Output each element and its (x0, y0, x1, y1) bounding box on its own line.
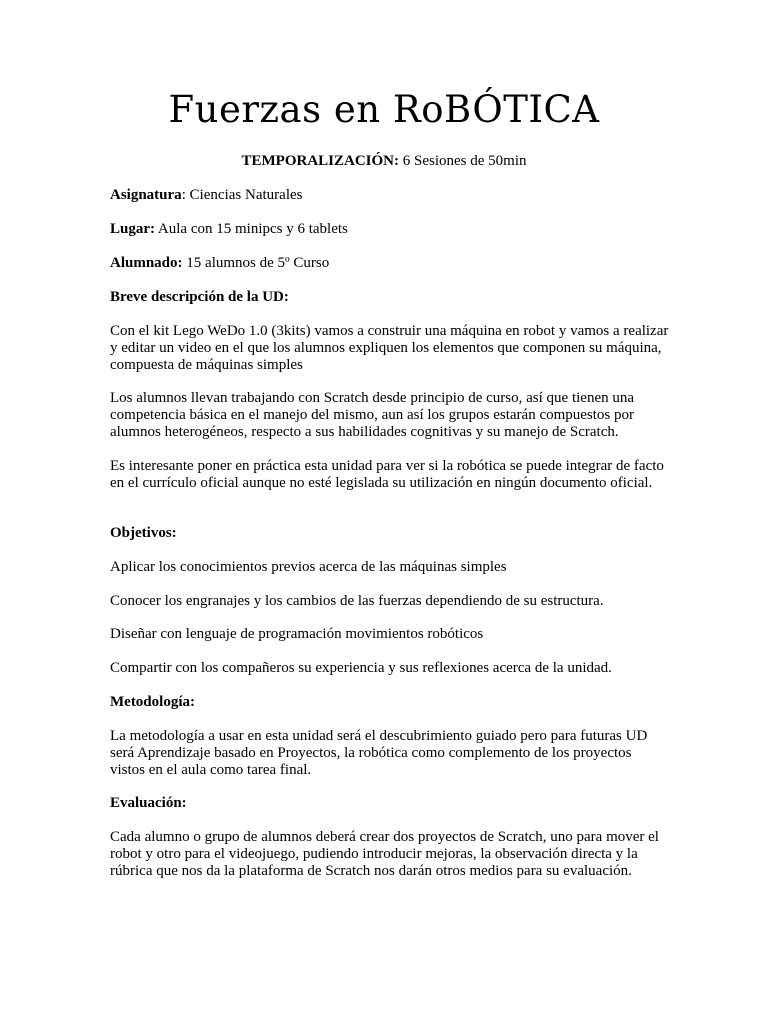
alumnado-line (110, 255, 670, 272)
evaluacion-heading (110, 795, 670, 812)
metodologia-heading-text: Metodología: (110, 694, 195, 710)
lugar-line (110, 221, 670, 238)
alumnado-value: 15 alumnos de 5º Curso (182, 255, 330, 271)
description-paragraph: Los alumnos llevan trabajando con Scratch desde principio de curso, así que tienen una competencia básica en el manejo del mismo, aun así los grupos estarán compuestos por alumnos heterogéneos, respecto a sus habilidades cognitivas y su manejo de Scratch. (110, 390, 635, 440)
temporalizacion-label: TEMPORALIZACIÓN: (241, 153, 399, 169)
document-title: Fuerzas en RoBÓTICA (168, 88, 600, 131)
objetivo-item: Conocer los engranajes y los cambios de las fuerzas dependiendo de su estructura. (110, 593, 604, 609)
description-paragraph: Con el kit Lego WeDo 1.0 (3kits) vamos a construir una máquina en robot y vamos a realizar y editar un video en el que los alumnos expliquen los elementos que componen su máquina, compuesta de máquinas simples (110, 323, 669, 373)
objetivos-heading-text: Objetivos: (110, 525, 177, 541)
evaluacion-paragraph: Cada alumno o grupo de alumnos deberá crear dos proyectos de Scratch, uno para mover el robot y otro para el videojuego, pudiendo introducir mejoras, la observación directa y la rúbrica que nos da la plataforma de Scratch nos darán otros medios para su evaluación. (110, 829, 659, 879)
objetivo-item: Diseñar con lenguaje de programación movimientos robóticos (110, 626, 484, 642)
objetivo-item: Aplicar los conocimientos previos acerca de las máquinas simples (110, 559, 507, 575)
lugar-label: Lugar: (110, 221, 155, 237)
temporalizacion-line (0, 153, 768, 170)
breve-descripcion-heading (110, 289, 670, 306)
asignatura-line (110, 187, 670, 204)
objetivos-heading (110, 525, 670, 542)
description-paragraph: Es interesante poner en práctica esta unidad para ver si la robótica se puede integrar de facto en el currículo oficial aunque no esté legislada su utilización en ningún documento oficial. (110, 458, 664, 491)
asignatura-label: Asignatura (110, 187, 182, 203)
metodologia-paragraph: La metodología a usar en esta unidad será el descubrimiento guiado pero para futuras UD será Aprendizaje basado en Proyectos, la robótica como complemento de los proyectos vistos en el aula como tarea final. (110, 728, 648, 778)
asignatura-value: : Ciencias Naturales (181, 187, 303, 203)
breve-descripcion-heading-text: Breve descripción de la UD: (110, 289, 289, 305)
temporalizacion-value: 6 Sesiones de 50min (399, 153, 527, 169)
metodologia-heading (110, 694, 670, 711)
alumnado-label: Alumnado: (110, 255, 183, 271)
objetivo-item: Compartir con los compañeros su experiencia y sus reflexiones acerca de la unidad. (110, 660, 612, 676)
lugar-value: Aula con 15 minipcs y 6 tablets (155, 221, 348, 237)
evaluacion-heading-text: Evaluación: (110, 795, 187, 811)
